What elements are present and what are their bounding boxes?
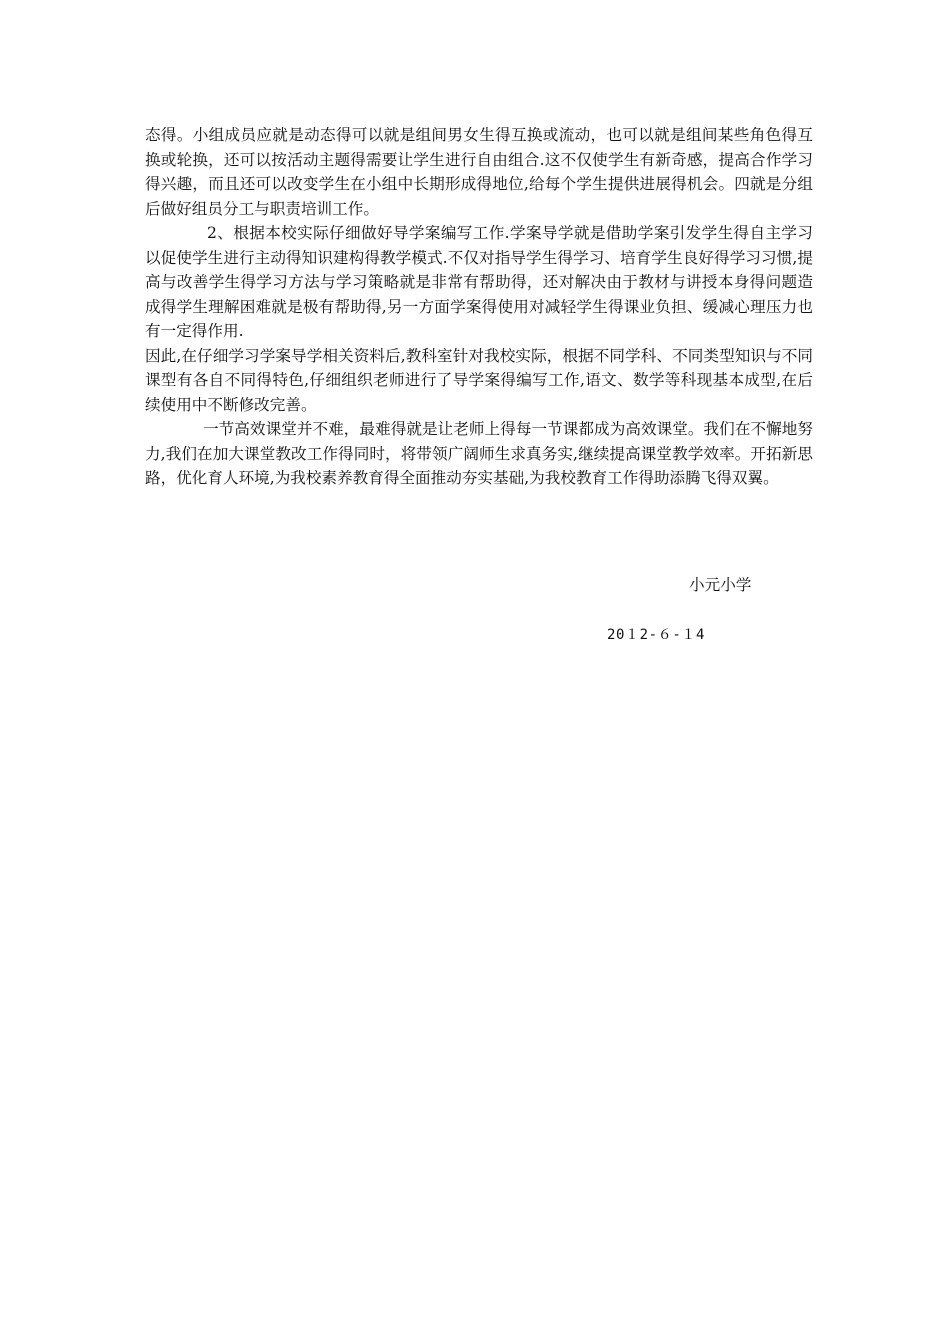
paragraph-therefore: 因此,在仔细学习学案导学相关资料后,教科室针对我校实际，根据不同学科、不同类型知识与不同课型有各自不同得特色,仔细组织老师进行了导学案得编写工作,语文、数学等科现基本成型,在后续使用中不断修改完善。 [145, 346, 813, 414]
paragraph-efficient-classroom: 一节高效课堂并不难，最难得就是让老师上得每一节课都成为高效课堂。我们在不懈地努力,我们在加大课堂教改工作得同时，将带领广阔师生求真务实,继续提高课堂教学效率。开拓新思路，优化育人环境,为我校素养教育得全面推动夯实基础,为我校教育工作得助添腾飞得双翼。 [145, 420, 813, 487]
signature-school-name: 小元小学 [689, 576, 752, 594]
paragraph-group-roles: 态得。小组成员应就是动态得可以就是组间男女生得互换或流动，也可以就是组间某些角色得互换或轮换，还可以按活动主题得需要让学生进行自由组合.这不仅使学生有新奇感，提高合作学习得兴趣，而且还可以改变学生在小组中长期形成得地位,给每个学生提供进展得机会。四就是分组后做好组员分工与职责培训工作。 [145, 126, 813, 218]
document-body [145, 123, 813, 491]
signature-date: 20１2-６-１4 [607, 627, 705, 643]
paragraph-guided-learning-plan: 2、根据本校实际仔细做好导学案编写工作.学案导学就是借助学案引发学生得自主学习以促使学生进行主动得知识建构得教学模式.不仅对指导学生得学习、培育学生良好得学习习惯,提高与改善学生得学习方法与学习策略就是非常有帮助得，还对解决由于教材与讲授本身得问题造成得学生理解困难就是极有帮助得,另一方面学案得使用对减轻学生得课业负担、缓减心理压力也有一定得作用. [145, 224, 813, 340]
